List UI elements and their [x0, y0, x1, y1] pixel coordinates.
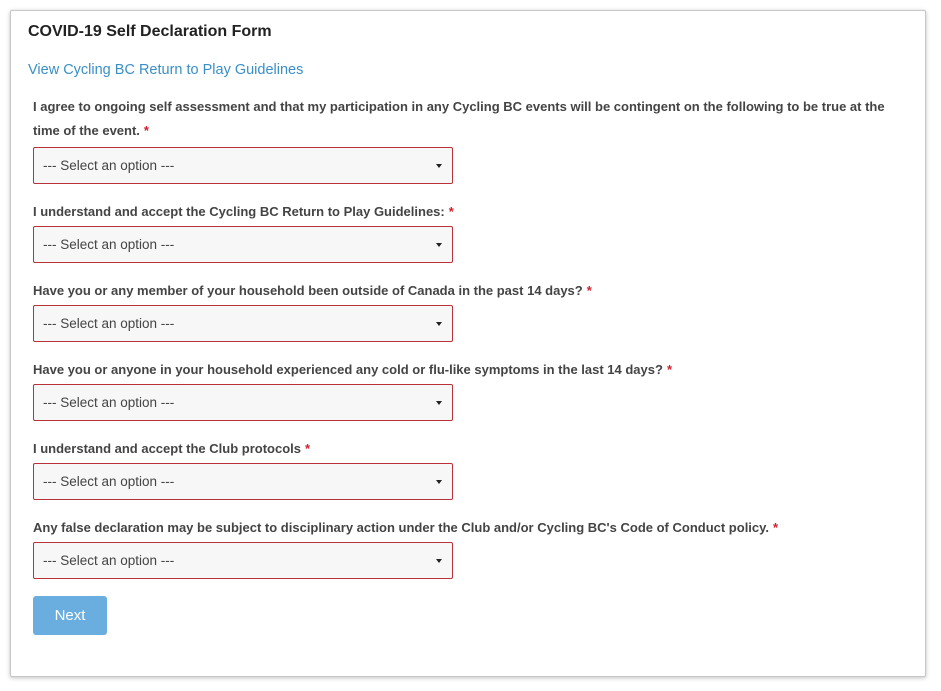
- symptoms-select[interactable]: [33, 384, 453, 421]
- travel-select[interactable]: [33, 305, 453, 342]
- required-asterisk: *: [304, 441, 311, 456]
- form-title: COVID-19 Self Declaration Form: [28, 23, 272, 40]
- caret-down-icon: [436, 164, 442, 168]
- form-card: [10, 10, 926, 677]
- question-label: [33, 358, 913, 382]
- question-text: Have you or any member of your household been outside of Canada in the past 14 days?: [33, 283, 583, 298]
- question-label: [33, 200, 913, 224]
- select-value: --- Select an option ---: [43, 474, 175, 489]
- question-label: [33, 437, 913, 461]
- self-assessment-select[interactable]: [33, 147, 453, 184]
- club-protocols-select[interactable]: [33, 463, 453, 500]
- select-value: --- Select an option ---: [43, 395, 175, 410]
- guidelines-link[interactable]: View Cycling BC Return to Play Guidelines: [28, 62, 304, 78]
- question-text: Any false declaration may be subject to disciplinary action under the Club and/or Cycling BC's Code of Conduct policy.: [33, 520, 770, 535]
- required-asterisk: *: [448, 204, 454, 219]
- question-label: [33, 516, 913, 540]
- required-asterisk: *: [666, 362, 673, 377]
- question-text: I agree to ongoing self assessment and that my participation in any Cycling BC events will be contingent on the following to be true at the time of the event.: [33, 99, 885, 138]
- question-label: [33, 279, 913, 303]
- question-text: I understand and accept the Club protocols: [33, 441, 301, 456]
- question-label: [33, 95, 913, 143]
- select-value: --- Select an option ---: [43, 553, 175, 568]
- required-asterisk: *: [773, 520, 779, 535]
- false-declaration-select[interactable]: [33, 542, 453, 579]
- select-value: --- Select an option ---: [43, 316, 175, 331]
- caret-down-icon: [436, 243, 442, 247]
- required-asterisk: *: [586, 283, 592, 298]
- caret-down-icon: [436, 559, 442, 563]
- guidelines-accept-select[interactable]: [33, 226, 453, 263]
- select-value: --- Select an option ---: [43, 158, 175, 173]
- select-value: --- Select an option ---: [43, 237, 175, 252]
- caret-down-icon: [436, 480, 442, 484]
- caret-down-icon: [436, 322, 442, 326]
- caret-down-icon: [436, 401, 442, 405]
- question-text: Have you or anyone in your household experienced any cold or flu-like symptoms in the last 14 days?: [33, 362, 663, 377]
- next-button[interactable]: Next: [33, 596, 107, 635]
- required-asterisk: *: [143, 123, 149, 138]
- question-text: I understand and accept the Cycling BC Return to Play Guidelines:: [33, 204, 445, 219]
